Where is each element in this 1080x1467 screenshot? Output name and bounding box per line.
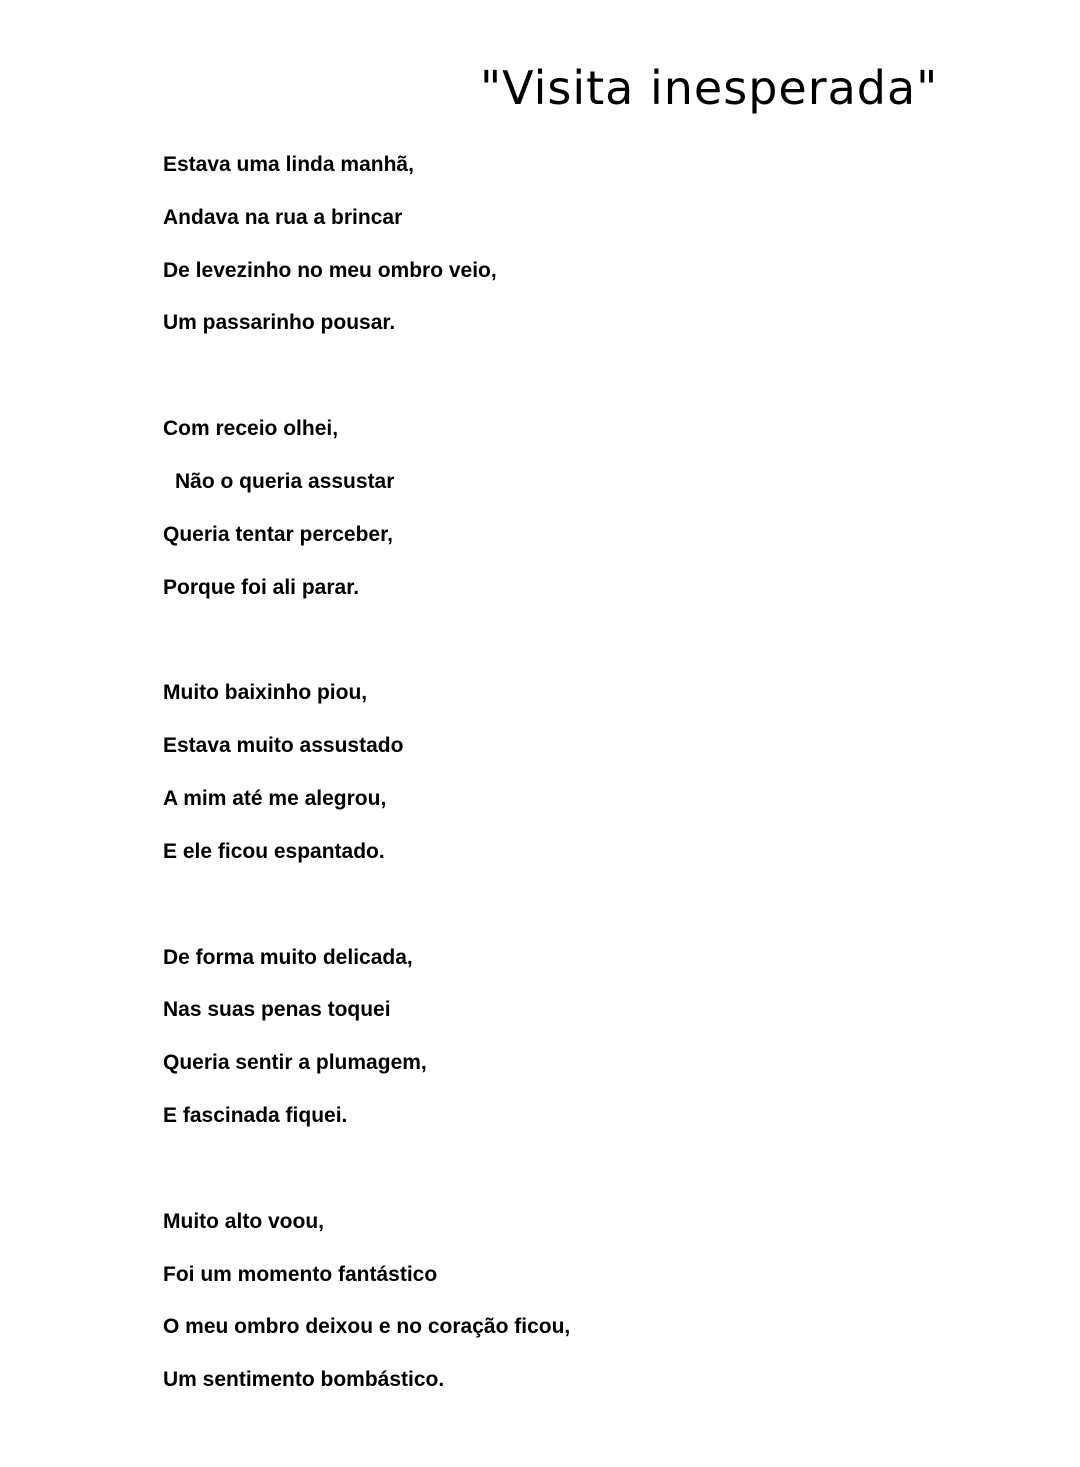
poem-line: De levezinho no meu ombro veio, <box>163 258 497 282</box>
poem-line: Queria tentar perceber, <box>163 522 393 546</box>
stanza-4 <box>163 939 963 1150</box>
poem-line: A mim até me alegrou, <box>163 786 387 810</box>
poem-line: Muito alto voou, <box>163 1209 324 1233</box>
poem-title: "Visita inesperada" <box>480 61 939 115</box>
poem-line: Estava uma linda manhã, <box>163 153 414 176</box>
poem-line: E fascinada fiquei. <box>163 1103 348 1127</box>
poem-line: Foi um momento fantástico <box>163 1262 438 1286</box>
poem-line: De forma muito delicada, <box>163 945 413 969</box>
poem-line: Estava muito assustado <box>163 734 404 758</box>
poem-line: Andava na rua a brincar <box>163 205 403 229</box>
poem-line: Não o queria assustar <box>175 469 395 493</box>
poem-line: Porque foi ali parar. <box>163 575 360 599</box>
poem-line: Queria sentir a plumagem, <box>163 1051 427 1075</box>
poem-line: Nas suas penas toquei <box>163 998 391 1022</box>
poem-line: Um passarinho pousar. <box>163 311 396 335</box>
poem-line: E ele ficou espantado. <box>163 839 385 863</box>
poem-body <box>163 146 963 1467</box>
stanza-3 <box>163 674 963 885</box>
poem-line: Um sentimento bombástico. <box>163 1368 445 1392</box>
stanza-2 <box>163 410 963 621</box>
poem-line: Muito baixinho piou, <box>163 681 368 705</box>
poem-line: Com receio olhei, <box>163 417 339 441</box>
stanza-5 <box>163 1203 963 1414</box>
stanza-1 <box>163 146 963 357</box>
poem-line: O meu ombro deixou e no coração ficou, <box>163 1315 571 1339</box>
